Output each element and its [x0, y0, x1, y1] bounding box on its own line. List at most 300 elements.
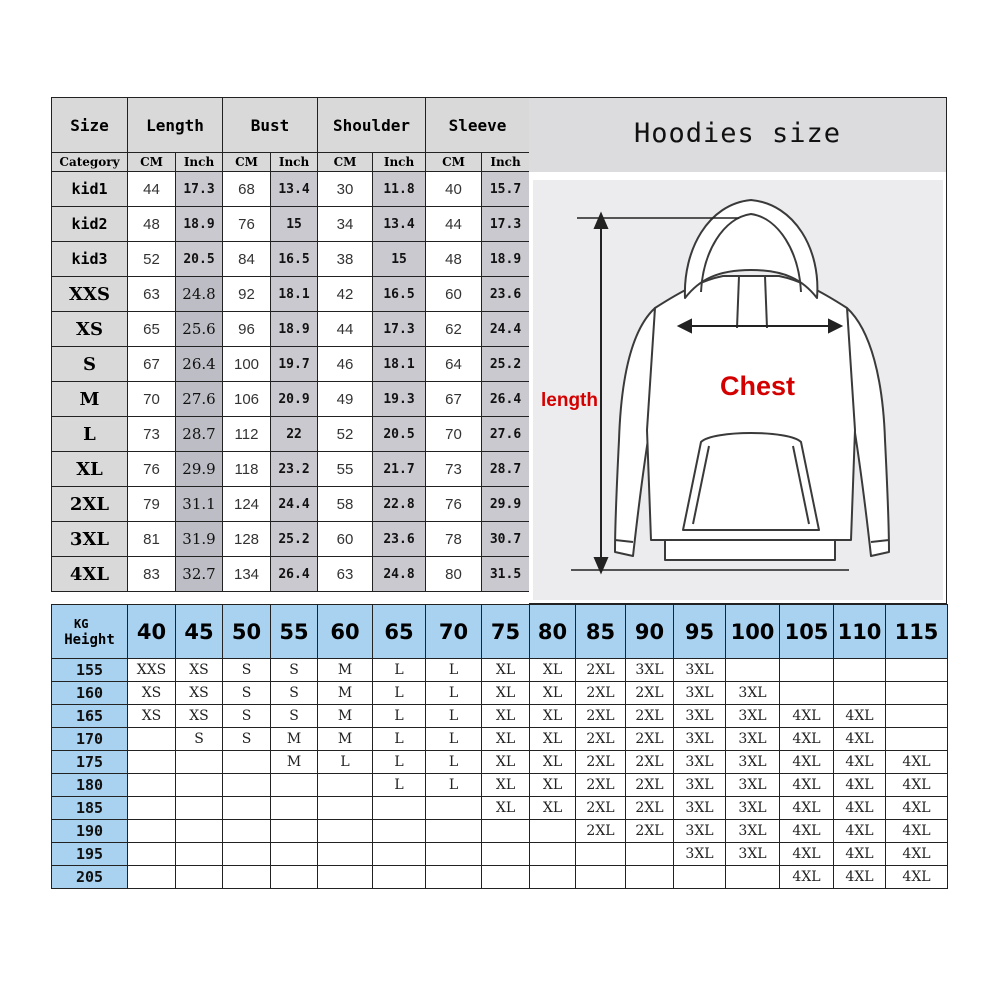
bust-in-cell: 23.2: [271, 452, 318, 487]
shoulder-cm-cell: 34: [318, 207, 373, 242]
length-cm-cell: 48: [128, 207, 176, 242]
recommended-size-cell: [530, 843, 576, 866]
recommended-size-cell: 2XL: [626, 705, 674, 728]
sleeve-cm-cell: 60: [426, 277, 482, 312]
recommended-size-cell: [626, 866, 674, 889]
shoulder-in-cell: 20.5: [373, 417, 426, 452]
recommended-size-cell: S: [176, 728, 223, 751]
length-cm-cell: 79: [128, 487, 176, 522]
recommended-size-cell: 4XL: [780, 843, 834, 866]
length-cm-cell: 63: [128, 277, 176, 312]
sleeve-cm-cell: 76: [426, 487, 482, 522]
shoulder-in-cell: 21.7: [373, 452, 426, 487]
size-row: [52, 207, 530, 242]
bust-cm-cell: 100: [223, 347, 271, 382]
sleeve-in-cell: 27.6: [482, 417, 530, 452]
length-in-cell: 31.9: [176, 522, 223, 557]
header-length: Length: [128, 98, 223, 153]
recommended-size-cell: 3XL: [726, 774, 780, 797]
recommended-size-cell: M: [318, 705, 373, 728]
recommended-size-cell: S: [271, 682, 318, 705]
unit-cm-length: CM: [128, 153, 176, 172]
recommended-size-cell: 3XL: [674, 774, 726, 797]
height-cell: 195: [52, 843, 128, 866]
recommended-size-cell: [318, 843, 373, 866]
bust-in-cell: 25.2: [271, 522, 318, 557]
sleeve-in-cell: 23.6: [482, 277, 530, 312]
sleeve-cm-cell: 78: [426, 522, 482, 557]
sleeve-cm-cell: 48: [426, 242, 482, 277]
recommended-size-cell: XL: [482, 728, 530, 751]
recommended-size-cell: S: [223, 659, 271, 682]
size-label-cell: XS: [52, 312, 128, 347]
length-in-cell: 17.3: [176, 172, 223, 207]
sleeve-in-cell: 28.7: [482, 452, 530, 487]
bust-cm-cell: 76: [223, 207, 271, 242]
size-label-cell: kid1: [52, 172, 128, 207]
recommended-size-cell: M: [271, 751, 318, 774]
recommended-size-cell: [530, 866, 576, 889]
recommended-size-cell: [223, 866, 271, 889]
shoulder-cm-cell: 55: [318, 452, 373, 487]
size-chart: [51, 97, 947, 900]
hoodie-diagram-panel: [529, 97, 947, 604]
measurement-header-row: [52, 98, 530, 153]
bust-cm-cell: 128: [223, 522, 271, 557]
height-cell: 185: [52, 797, 128, 820]
sleeve-in-cell: 26.4: [482, 382, 530, 417]
recommended-size-cell: XL: [482, 705, 530, 728]
shoulder-cm-cell: 44: [318, 312, 373, 347]
recommended-size-cell: 4XL: [834, 866, 886, 889]
recommended-size-cell: L: [426, 682, 482, 705]
recommended-size-cell: 2XL: [576, 705, 626, 728]
shoulder-cm-cell: 58: [318, 487, 373, 522]
length-label: length: [541, 390, 598, 411]
height-row: [52, 843, 948, 866]
shoulder-cm-cell: 42: [318, 277, 373, 312]
header-size: Size: [52, 98, 128, 153]
recommended-size-cell: 3XL: [726, 682, 780, 705]
recommended-size-cell: [726, 659, 780, 682]
kg-height-corner: [52, 605, 128, 659]
length-cm-cell: 83: [128, 557, 176, 592]
sleeve-cm-cell: 44: [426, 207, 482, 242]
height-label: Height: [64, 631, 115, 648]
sleeve-cm-cell: 67: [426, 382, 482, 417]
size-row: [52, 487, 530, 522]
bust-in-cell: 19.7: [271, 347, 318, 382]
size-label-cell: 4XL: [52, 557, 128, 592]
recommended-size-cell: 4XL: [886, 774, 948, 797]
size-label-cell: XXS: [52, 277, 128, 312]
recommended-size-cell: [271, 843, 318, 866]
recommended-size-cell: M: [318, 682, 373, 705]
bust-in-cell: 26.4: [271, 557, 318, 592]
size-row: [52, 382, 530, 417]
unit-inch-length: Inch: [176, 153, 223, 172]
recommended-size-cell: [176, 843, 223, 866]
recommended-size-cell: [834, 682, 886, 705]
recommended-size-cell: XL: [530, 751, 576, 774]
height-cell: 170: [52, 728, 128, 751]
recommended-size-cell: XS: [176, 682, 223, 705]
recommended-size-cell: [223, 751, 271, 774]
size-row: [52, 557, 530, 592]
header-category: Category: [52, 153, 128, 172]
shoulder-cm-cell: 60: [318, 522, 373, 557]
height-cell: 160: [52, 682, 128, 705]
recommended-size-cell: [128, 820, 176, 843]
recommended-size-cell: XL: [482, 797, 530, 820]
recommended-size-cell: [886, 682, 948, 705]
kg-label: KG: [74, 616, 89, 631]
recommended-size-cell: XL: [530, 682, 576, 705]
weight-header-cell: 85: [576, 605, 626, 659]
recommended-size-cell: [426, 797, 482, 820]
size-row: [52, 242, 530, 277]
weight-header-cell: 115: [886, 605, 948, 659]
shoulder-cm-cell: 52: [318, 417, 373, 452]
length-in-cell: 20.5: [176, 242, 223, 277]
recommended-size-cell: 4XL: [834, 705, 886, 728]
recommended-size-cell: 3XL: [726, 820, 780, 843]
recommended-size-cell: 4XL: [886, 866, 948, 889]
recommended-size-cell: 2XL: [576, 774, 626, 797]
recommended-size-cell: L: [318, 751, 373, 774]
recommended-size-cell: 3XL: [726, 728, 780, 751]
recommended-size-cell: [626, 843, 674, 866]
recommended-size-cell: [576, 843, 626, 866]
recommended-size-cell: XS: [176, 705, 223, 728]
recommended-size-cell: 2XL: [576, 751, 626, 774]
recommended-size-cell: [128, 843, 176, 866]
recommended-size-cell: 4XL: [780, 728, 834, 751]
sleeve-cm-cell: 62: [426, 312, 482, 347]
size-row: [52, 417, 530, 452]
recommended-size-cell: 4XL: [834, 751, 886, 774]
recommended-size-cell: 3XL: [674, 797, 726, 820]
length-cm-cell: 65: [128, 312, 176, 347]
recommended-size-cell: L: [373, 682, 426, 705]
recommended-size-cell: 2XL: [626, 820, 674, 843]
shoulder-cm-cell: 38: [318, 242, 373, 277]
size-label-cell: 3XL: [52, 522, 128, 557]
header-shoulder: Shoulder: [318, 98, 426, 153]
recommended-size-cell: [223, 820, 271, 843]
recommended-size-cell: 3XL: [674, 751, 726, 774]
recommended-size-cell: [128, 774, 176, 797]
recommended-size-cell: L: [373, 705, 426, 728]
bust-cm-cell: 118: [223, 452, 271, 487]
recommended-size-cell: [426, 843, 482, 866]
recommended-size-cell: L: [373, 659, 426, 682]
recommended-size-cell: 3XL: [726, 751, 780, 774]
recommended-size-cell: [373, 797, 426, 820]
bust-cm-cell: 84: [223, 242, 271, 277]
recommended-size-cell: 4XL: [886, 797, 948, 820]
shoulder-in-cell: 15: [373, 242, 426, 277]
sleeve-in-cell: 31.5: [482, 557, 530, 592]
bust-cm-cell: 92: [223, 277, 271, 312]
shoulder-in-cell: 22.8: [373, 487, 426, 522]
length-in-cell: 18.9: [176, 207, 223, 242]
recommended-size-cell: 3XL: [674, 705, 726, 728]
recommended-size-cell: L: [373, 751, 426, 774]
recommended-size-cell: XL: [530, 659, 576, 682]
recommended-size-cell: XL: [530, 797, 576, 820]
height-row: [52, 682, 948, 705]
height-cell: 180: [52, 774, 128, 797]
recommended-size-cell: [176, 751, 223, 774]
length-cm-cell: 73: [128, 417, 176, 452]
shoulder-in-cell: 16.5: [373, 277, 426, 312]
shoulder-in-cell: 17.3: [373, 312, 426, 347]
recommended-size-cell: [318, 866, 373, 889]
recommended-size-cell: [426, 820, 482, 843]
recommended-size-cell: [674, 866, 726, 889]
recommended-size-cell: [176, 797, 223, 820]
recommended-size-cell: [780, 659, 834, 682]
weight-header-cell: 60: [318, 605, 373, 659]
recommended-size-cell: 2XL: [626, 682, 674, 705]
recommended-size-cell: 4XL: [780, 705, 834, 728]
recommended-size-cell: [780, 682, 834, 705]
recommended-size-cell: [128, 751, 176, 774]
weight-header-cell: 45: [176, 605, 223, 659]
recommended-size-cell: S: [271, 659, 318, 682]
size-label-cell: XL: [52, 452, 128, 487]
size-label-cell: kid2: [52, 207, 128, 242]
recommended-size-cell: [426, 866, 482, 889]
sleeve-in-cell: 29.9: [482, 487, 530, 522]
size-label-cell: 2XL: [52, 487, 128, 522]
size-label-cell: kid3: [52, 242, 128, 277]
recommended-size-cell: XXS: [128, 659, 176, 682]
height-cell: 190: [52, 820, 128, 843]
header-sleeve: Sleeve: [426, 98, 530, 153]
unit-header-row: [52, 153, 530, 172]
size-row: [52, 522, 530, 557]
recommended-size-cell: 4XL: [780, 774, 834, 797]
size-label-cell: S: [52, 347, 128, 382]
recommended-size-cell: [271, 866, 318, 889]
height-row: [52, 774, 948, 797]
recommended-size-cell: L: [426, 659, 482, 682]
height-row: [52, 820, 948, 843]
recommended-size-cell: [128, 866, 176, 889]
recommended-size-cell: [318, 797, 373, 820]
recommended-size-cell: 3XL: [726, 705, 780, 728]
recommended-size-cell: 2XL: [626, 774, 674, 797]
weight-header-cell: 70: [426, 605, 482, 659]
recommended-size-cell: 4XL: [834, 820, 886, 843]
bust-cm-cell: 96: [223, 312, 271, 347]
size-row: [52, 312, 530, 347]
shoulder-cm-cell: 49: [318, 382, 373, 417]
bust-cm-cell: 112: [223, 417, 271, 452]
weight-header-cell: 90: [626, 605, 674, 659]
bust-cm-cell: 106: [223, 382, 271, 417]
recommended-size-cell: 4XL: [886, 843, 948, 866]
shoulder-cm-cell: 30: [318, 172, 373, 207]
recommended-size-cell: 2XL: [626, 751, 674, 774]
chart-title: Hoodies size: [633, 118, 842, 149]
weight-header-row: [52, 605, 948, 659]
recommended-size-cell: 3XL: [726, 797, 780, 820]
weight-header-cell: 80: [530, 605, 576, 659]
recommended-size-cell: [373, 843, 426, 866]
recommended-size-cell: XL: [482, 682, 530, 705]
recommended-size-cell: [223, 774, 271, 797]
chest-label: Chest: [720, 371, 796, 401]
weight-header-cell: 55: [271, 605, 318, 659]
unit-cm-sleeve: CM: [426, 153, 482, 172]
recommended-size-cell: 2XL: [626, 797, 674, 820]
recommended-size-cell: [271, 797, 318, 820]
length-in-cell: 27.6: [176, 382, 223, 417]
sleeve-in-cell: 15.7: [482, 172, 530, 207]
recommended-size-cell: [223, 843, 271, 866]
weight-height-table: [51, 604, 948, 889]
weight-header-cell: 95: [674, 605, 726, 659]
recommended-size-cell: [834, 659, 886, 682]
bust-in-cell: 18.9: [271, 312, 318, 347]
recommended-size-cell: [128, 797, 176, 820]
recommended-size-cell: [271, 774, 318, 797]
sleeve-in-cell: 25.2: [482, 347, 530, 382]
recommended-size-cell: [128, 728, 176, 751]
length-in-cell: 29.9: [176, 452, 223, 487]
height-row: [52, 728, 948, 751]
size-measurement-table: [51, 97, 530, 592]
bust-in-cell: 20.9: [271, 382, 318, 417]
recommended-size-cell: XL: [530, 705, 576, 728]
recommended-size-cell: [726, 866, 780, 889]
recommended-size-cell: XL: [530, 728, 576, 751]
recommended-size-cell: 4XL: [886, 820, 948, 843]
recommended-size-cell: L: [426, 774, 482, 797]
weight-header-cell: 65: [373, 605, 426, 659]
bust-in-cell: 16.5: [271, 242, 318, 277]
height-cell: 175: [52, 751, 128, 774]
recommended-size-cell: [530, 820, 576, 843]
recommended-size-cell: 4XL: [834, 843, 886, 866]
recommended-size-cell: XL: [482, 659, 530, 682]
recommended-size-cell: [176, 866, 223, 889]
shoulder-in-cell: 13.4: [373, 207, 426, 242]
recommended-size-cell: 4XL: [886, 751, 948, 774]
recommended-size-cell: 3XL: [674, 659, 726, 682]
recommended-size-cell: 2XL: [576, 682, 626, 705]
sleeve-in-cell: 17.3: [482, 207, 530, 242]
shoulder-in-cell: 24.8: [373, 557, 426, 592]
height-row: [52, 705, 948, 728]
recommended-size-cell: [271, 820, 318, 843]
recommended-size-cell: L: [426, 705, 482, 728]
recommended-size-cell: 2XL: [576, 728, 626, 751]
recommended-size-cell: 2XL: [576, 820, 626, 843]
size-row: [52, 277, 530, 312]
height-cell: 205: [52, 866, 128, 889]
shoulder-in-cell: 11.8: [373, 172, 426, 207]
unit-inch-shoulder: Inch: [373, 153, 426, 172]
shoulder-cm-cell: 46: [318, 347, 373, 382]
length-in-cell: 32.7: [176, 557, 223, 592]
length-cm-cell: 81: [128, 522, 176, 557]
length-cm-cell: 44: [128, 172, 176, 207]
recommended-size-cell: [886, 728, 948, 751]
shoulder-cm-cell: 63: [318, 557, 373, 592]
sleeve-in-cell: 24.4: [482, 312, 530, 347]
weight-header-cell: 75: [482, 605, 530, 659]
height-cell: 165: [52, 705, 128, 728]
recommended-size-cell: 4XL: [780, 820, 834, 843]
recommended-size-cell: 4XL: [834, 797, 886, 820]
shoulder-in-cell: 19.3: [373, 382, 426, 417]
sleeve-cm-cell: 80: [426, 557, 482, 592]
header-bust: Bust: [223, 98, 318, 153]
recommended-size-cell: L: [426, 751, 482, 774]
recommended-size-cell: 2XL: [626, 728, 674, 751]
recommended-size-cell: [482, 820, 530, 843]
recommended-size-cell: XL: [482, 774, 530, 797]
weight-header-cell: 50: [223, 605, 271, 659]
recommended-size-cell: 3XL: [726, 843, 780, 866]
weight-header-cell: 100: [726, 605, 780, 659]
size-row: [52, 452, 530, 487]
bust-cm-cell: 124: [223, 487, 271, 522]
shoulder-in-cell: 18.1: [373, 347, 426, 382]
weight-header-cell: 110: [834, 605, 886, 659]
sleeve-cm-cell: 40: [426, 172, 482, 207]
recommended-size-cell: [318, 820, 373, 843]
recommended-size-cell: L: [426, 728, 482, 751]
recommended-size-cell: [886, 705, 948, 728]
sleeve-in-cell: 30.7: [482, 522, 530, 557]
unit-inch-bust: Inch: [271, 153, 318, 172]
recommended-size-cell: [373, 820, 426, 843]
recommended-size-cell: S: [223, 682, 271, 705]
bust-in-cell: 24.4: [271, 487, 318, 522]
size-label-cell: L: [52, 417, 128, 452]
weight-header-cell: 40: [128, 605, 176, 659]
recommended-size-cell: [223, 797, 271, 820]
sleeve-cm-cell: 73: [426, 452, 482, 487]
recommended-size-cell: 3XL: [674, 682, 726, 705]
bust-cm-cell: 134: [223, 557, 271, 592]
length-in-cell: 25.6: [176, 312, 223, 347]
recommended-size-cell: 4XL: [780, 866, 834, 889]
recommended-size-cell: S: [223, 705, 271, 728]
length-cm-cell: 76: [128, 452, 176, 487]
recommended-size-cell: M: [318, 728, 373, 751]
recommended-size-cell: XS: [128, 705, 176, 728]
unit-cm-bust: CM: [223, 153, 271, 172]
recommended-size-cell: 3XL: [626, 659, 674, 682]
bust-in-cell: 22: [271, 417, 318, 452]
recommended-size-cell: XL: [482, 751, 530, 774]
size-label-cell: M: [52, 382, 128, 417]
height-row: [52, 866, 948, 889]
recommended-size-cell: [886, 659, 948, 682]
sleeve-cm-cell: 64: [426, 347, 482, 382]
recommended-size-cell: 4XL: [780, 797, 834, 820]
size-row: [52, 347, 530, 382]
recommended-size-cell: 2XL: [576, 659, 626, 682]
recommended-size-cell: L: [373, 774, 426, 797]
length-cm-cell: 70: [128, 382, 176, 417]
